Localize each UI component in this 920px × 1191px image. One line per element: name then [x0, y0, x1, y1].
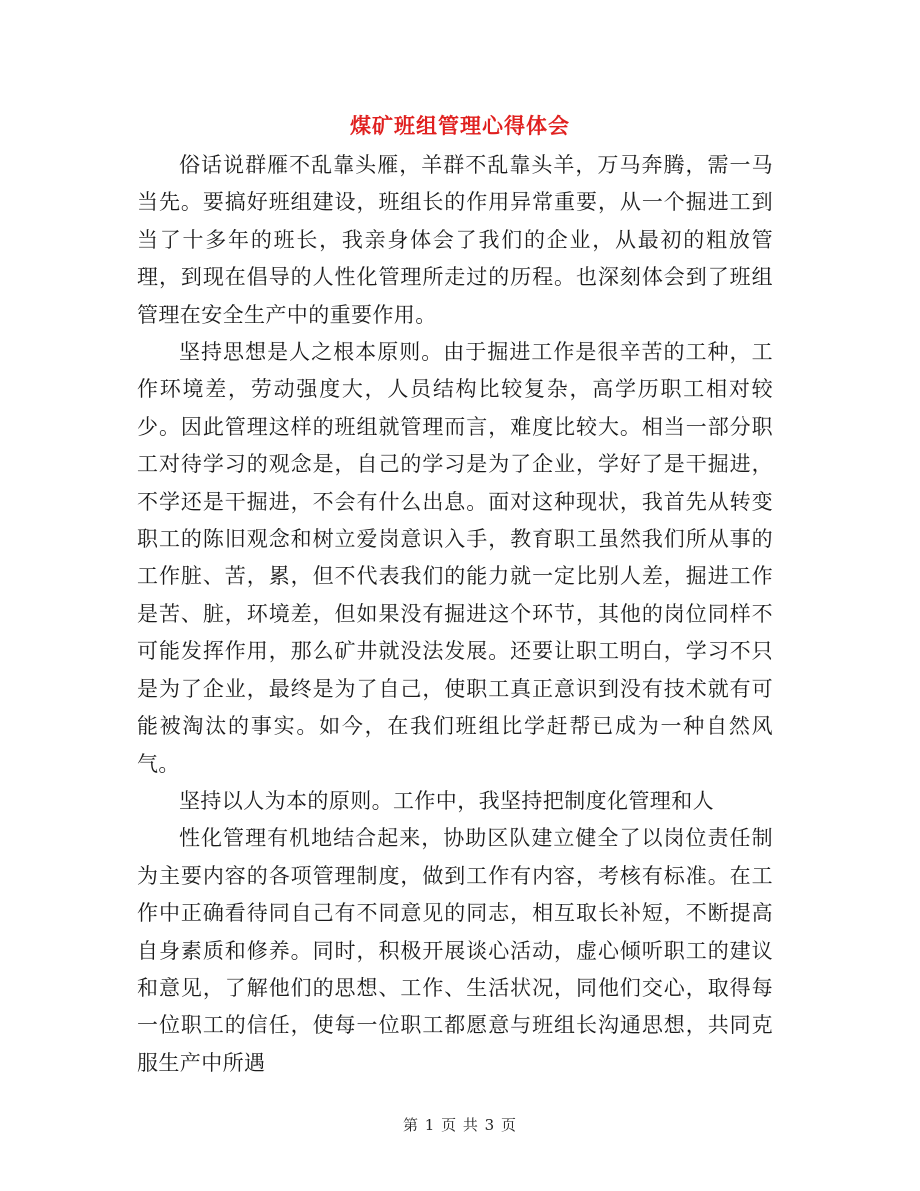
page-number-footer: 第 1 页 共 3 页 — [403, 1116, 517, 1134]
paragraph-3: 坚持以人为本的原则。工作中，我坚持把制度化管理和人 — [179, 788, 714, 813]
document-body — [137, 147, 773, 1082]
paragraph-4: 性化管理有机地结合起来，协助区队建立健全了以岗位责任制为主要内容的各项管理制度，做到工作有内容，考核有标准。在工作中正确看待同自己有不同意见的同志，相互取长补短，不断提高自身素质和修养。同时，积极开展谈心活动，虚心倾听职工的建议和意见，了解他们的思想、工作、生活状况，同他们交心，取得每一位职工的信任，使每一位职工都愿意与班组长沟通思想，共同克服生产中所遇 — [137, 826, 773, 1075]
paragraph-2: 坚持思想是人之根本原则。由于掘进工作是很辛苦的工种，工作环境差，劳动强度大，人员结构比较复杂，高学历职工相对较少。因此管理这样的班组就管理而言，难度比较大。相当一部分职工对待学习的观念是，自己的学习是为了企业，学好了是干掘进，不学还是干掘进，不会有什么出息。面对这种现状，我首先从转变职工的陈旧观念和树立爱岗意识入手，教育职工虽然我们所从事的工作脏、苦，累，但不代表我们的能力就一定比别人差，掘进工作是苦、脏，环境差，但如果没有掘进这个环节，其他的岗位同样不可能发挥作用，那么矿井就没法发展。还要让职工明白，学习不只是为了企业，最终是为了自己，使职工真正意识到没有技术就有可能被淘汰的事实。如今，在我们班组比学赶帮已成为一种自然风气。 — [137, 340, 773, 776]
document-title: 煤矿班组管理心得体会 — [350, 113, 570, 138]
paragraph-1: 俗话说群雁不乱靠头雁，羊群不乱靠头羊，万马奔腾，需一马当先。要搞好班组建设，班组长的作用异常重要，从一个掘进工到当了十多年的班长，我亲身体会了我们的企业，从最初的粗放管理，到现在倡导的人性化管理所走过的历程。也深刻体会到了班组管理在安全生产中的重要作用。 — [137, 153, 773, 327]
